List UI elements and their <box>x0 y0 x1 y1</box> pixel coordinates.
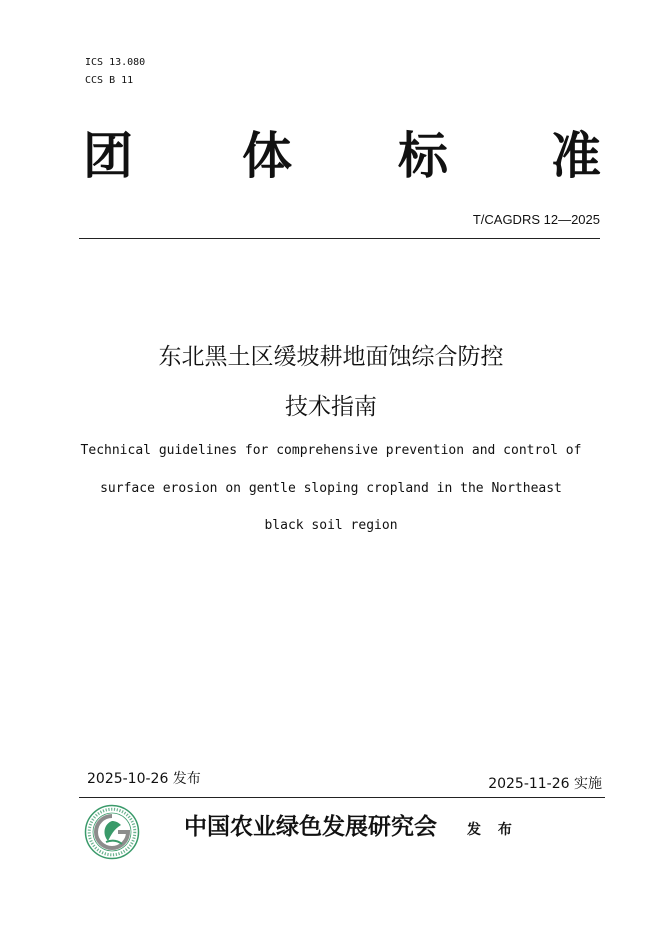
standard-type-char-3: 标 <box>398 126 448 185</box>
top-divider <box>79 238 600 239</box>
publish-label: 发 布 <box>467 822 518 838</box>
title-zh-line-1: 东北黑土区缓坡耕地面蚀综合防控 <box>158 344 504 370</box>
ics-code: ICS 13.080 <box>85 57 146 68</box>
release-date: 2025-10-26 发布 <box>87 771 201 787</box>
association-logo-icon <box>84 804 140 860</box>
title-en-line-1: Technical guidelines for comprehensive prevention and control of <box>80 443 582 458</box>
standard-type-char-2: 体 <box>242 126 292 185</box>
publisher-name: 中国农业绿色发展研究会 <box>184 813 437 840</box>
standard-type-char-4: 准 <box>551 126 601 185</box>
implementation-date: 2025-11-26 实施 <box>488 776 602 792</box>
standard-type-char-1: 团 <box>83 126 133 185</box>
bottom-divider <box>79 797 605 798</box>
title-zh-line-2: 技术指南 <box>285 394 377 420</box>
title-en-line-3: black soil region <box>264 518 398 533</box>
standard-number: T/CAGDRS 12—2025 <box>472 212 600 227</box>
ccs-code: CCS B 11 <box>85 75 134 86</box>
title-en-line-2: surface erosion on gentle sloping cropland in the Northeast <box>100 481 562 496</box>
